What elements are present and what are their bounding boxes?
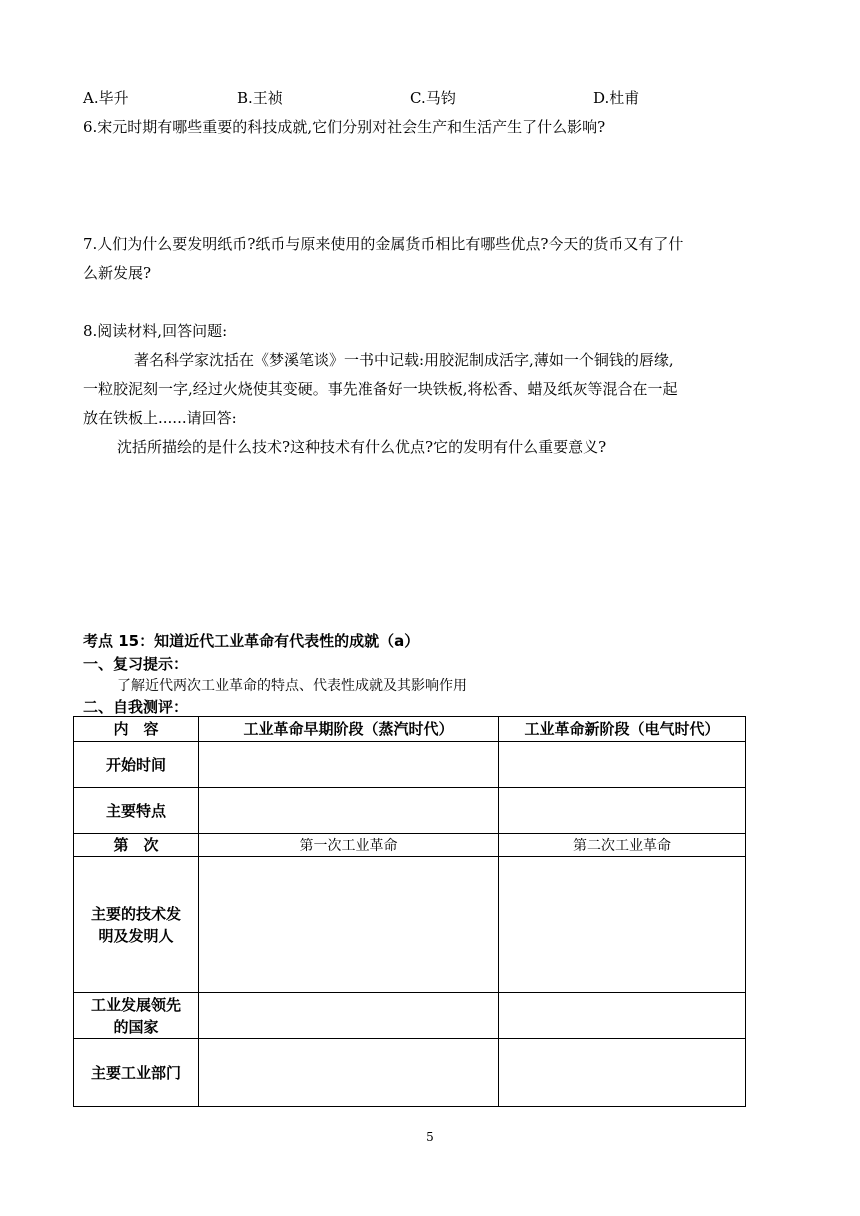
second-industrial-revolution: 第二次工业革命 <box>499 834 746 857</box>
answer-cell[interactable] <box>199 742 499 788</box>
table-header-row <box>74 717 746 742</box>
row-label-leading-line-1: 工业发展领先 <box>90 995 181 1014</box>
question-8-title: 8.阅读材料,回答问题: <box>83 322 228 340</box>
option-d: D.杜甫 <box>593 89 640 107</box>
row-label-inventions-line-2: 明及发明人 <box>98 926 174 945</box>
question-6: 6.宋元时期有哪些重要的科技成就,它们分别对社会生产和生活产生了什么影响? <box>83 118 606 136</box>
answer-cell[interactable] <box>199 857 499 993</box>
question-8-prompt: 沈括所描绘的是什么技术?这种技术有什么优点?它的发明有什么重要意义? <box>117 438 607 456</box>
answer-cell[interactable] <box>199 788 499 834</box>
row-label-leading-countries <box>74 993 199 1039</box>
answer-cell[interactable] <box>499 1039 746 1107</box>
question-8-material-line-2: 一粒胶泥刻一字,经过火烧使其变硬。事先准备好一块铁板,将松香、蜡及纸灰等混合在一起 <box>83 380 678 398</box>
answer-cell[interactable] <box>199 1039 499 1107</box>
row-label-leading-line-2: 的国家 <box>113 1017 159 1036</box>
answer-cell[interactable] <box>499 993 746 1039</box>
self-test-heading: 二、自我测评： <box>83 698 189 716</box>
row-label-sectors: 主要工业部门 <box>74 1039 199 1107</box>
table-row <box>74 993 746 1039</box>
page-number: 5 <box>426 1130 434 1144</box>
table-row <box>74 1039 746 1107</box>
header-electric-age: 工业革命新阶段（电气时代） <box>499 717 746 742</box>
header-content: 内 容 <box>74 717 199 742</box>
row-label-inventions <box>74 857 199 993</box>
header-steam-age: 工业革命早期阶段（蒸汽时代） <box>199 717 499 742</box>
table-row <box>74 742 746 788</box>
table-row <box>74 834 746 857</box>
row-label-order: 第 次 <box>74 834 199 857</box>
review-heading: 一、复习提示： <box>83 655 189 673</box>
row-label-inventions-line-1: 主要的技术发 <box>90 904 181 923</box>
option-b: B.王祯 <box>237 89 283 107</box>
question-8-material-line-1: 著名科学家沈括在《梦溪笔谈》一书中记载:用胶泥制成活字,薄如一个铜钱的唇缘, <box>134 351 674 369</box>
self-test-table <box>73 716 746 1107</box>
review-hint: 了解近代两次工业革命的特点、代表性成就及其影响作用 <box>117 678 467 694</box>
answer-cell[interactable] <box>499 857 746 993</box>
table-row <box>74 857 746 993</box>
option-c: C.马钧 <box>410 89 456 107</box>
question-8-material-line-3: 放在铁板上......请回答: <box>83 409 237 427</box>
table-row <box>74 788 746 834</box>
row-label-start-time: 开始时间 <box>74 742 199 788</box>
row-label-features: 主要特点 <box>74 788 199 834</box>
option-a: A.毕升 <box>83 89 129 107</box>
question-7-line-2: 么新发展? <box>83 264 152 282</box>
answer-cell[interactable] <box>199 993 499 1039</box>
section-title: 考点 15：知道近代工业革命有代表性的成就（a） <box>83 632 420 650</box>
question-7-line-1: 7.人们为什么要发明纸币?纸币与原来使用的金属货币相比有哪些优点?今天的货币又有了什 <box>83 235 684 253</box>
answer-cell[interactable] <box>499 742 746 788</box>
first-industrial-revolution: 第一次工业革命 <box>199 834 499 857</box>
answer-cell[interactable] <box>499 788 746 834</box>
